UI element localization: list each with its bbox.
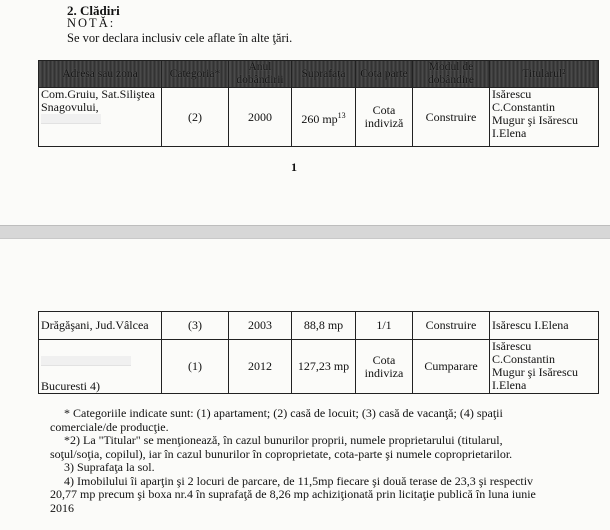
cell-address: Bucuresti 4) — [39, 340, 162, 394]
table-header-row — [39, 61, 599, 88]
header-mode: Modul de dobândire — [413, 61, 490, 88]
document-page-1 — [0, 0, 610, 226]
footnote-categories: * Categoriile indicate sunt: (1) apartament; (2) casă de locuit; (3) casă de vacanţă; (4) spaţii — [64, 406, 503, 420]
buildings-table — [38, 60, 599, 147]
cell-share: Cota indiviza — [356, 340, 413, 394]
cell-share: 1/1 — [356, 312, 413, 340]
cell-mode: Construire — [413, 88, 490, 147]
cell-category: (3) — [162, 312, 229, 340]
cell-address: Com.Gruiu, Sat.Siliştea Snagovului, — [39, 88, 162, 147]
footnotes: * Categoriile indicate sunt: (1) apartament; (2) casă de locuit; (3) casă de vacanţă; (4) spaţii comerciale/de producţie. *2) La "Titular" se menţionează, în cazul bunurilor proprii, numele proprietarului (titularul, soţul/soţia, copilul), iar în cazul bunurilor în coproprietate, cota-parte şi numele coproprietarilor. 3) Suprafaţa la sol. 4) Imobilului îi aparţin şi 2 locuri de parcare, de 11,5mp fiecare şi două terase de 23,3 şi respectiv 20,77 mp precum şi boxa nr.4 în suprafaţă de 8,26 mp achiziţionată prin licitaţie publică în luna iunie 2016 — [50, 407, 590, 515]
footnote-parking: 4) Imobilului îi aparţin şi 2 locuri de parcare, de 11,5mp fiecare şi două terase de 23,3 şi respectiv — [64, 473, 534, 488]
cell-area: 88,8 mp — [292, 312, 356, 340]
cell-area: 260 $mp^{13}$ — [292, 88, 356, 147]
header-category: Categoria* — [162, 61, 229, 88]
section-title: 2. Clădiri — [67, 3, 120, 18]
header-area: Suprafaţa — [292, 61, 356, 88]
table-row — [39, 88, 599, 147]
buildings-table-continued — [38, 311, 599, 394]
cell-year: 2000 — [229, 88, 292, 147]
intro-text: Se vor declara inclusiv cele aflate în alte ţări. — [67, 31, 293, 45]
page-number: 1 — [291, 160, 297, 174]
header-owner: Titularul² — [490, 61, 599, 88]
cell-owner: Isărescu C.Constantin Mugur şi Isărescu I.Elena — [490, 88, 599, 147]
cell-category: (2) — [162, 88, 229, 147]
footnote-area: 3) Suprafaţa la sol. — [64, 460, 155, 474]
cell-share: Cota indiviză — [356, 88, 413, 147]
footnote-owner: *2) La "Titular" se menţionează, în cazul bunurilor proprii, numele proprietarului (titularul, — [64, 433, 503, 447]
header-address: Adresa sau zona — [39, 61, 162, 88]
redacted-area — [41, 114, 159, 127]
cell-mode: Construire — [413, 312, 490, 340]
cell-year: 2003 — [229, 312, 292, 340]
cell-category: (1) — [162, 340, 229, 394]
cell-address: Drăgăşani, Jud.Vâlcea — [39, 312, 162, 340]
table-row — [39, 340, 599, 394]
document-page-2 — [0, 238, 610, 530]
header-share: Cota parte — [356, 61, 413, 88]
header-year: Anul dobândirii — [229, 61, 292, 88]
cell-year: 2012 — [229, 340, 292, 394]
cell-owner: Isărescu C.Constantin Mugur şi Isărescu I.Elena — [490, 340, 599, 394]
note-label: NOTĂ: — [67, 16, 116, 30]
table-row — [39, 312, 599, 340]
redacted-area — [41, 356, 159, 380]
cell-area: 127,23 mp — [292, 340, 356, 394]
cell-mode: Cumparare — [413, 340, 490, 394]
cell-owner: Isărescu I.Elena — [490, 312, 599, 340]
